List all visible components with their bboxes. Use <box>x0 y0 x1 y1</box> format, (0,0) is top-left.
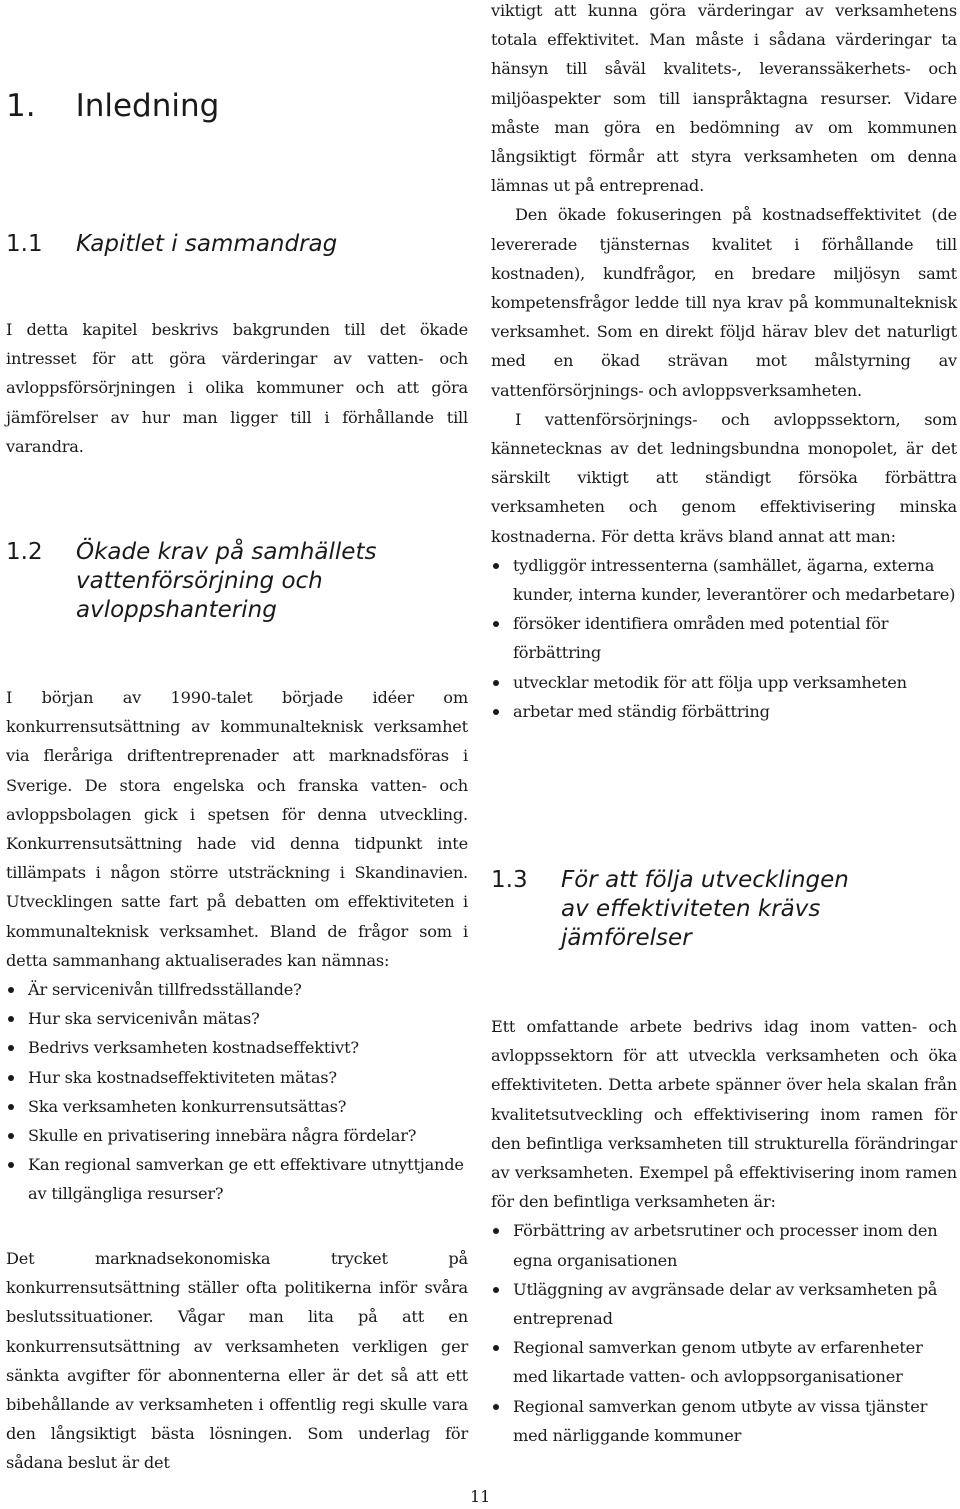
list-item: Regional samverkan genom utbyte av erfarenheter med likartade vatten- och avloppsorganisationer <box>491 1333 957 1391</box>
list-item: Förbättring av arbetsrutiner och processer inom den egna organisationen <box>491 1216 957 1274</box>
paragraph: Det marknadsekonomiska trycket på konkurrensutsättning ställer ofta politikerna inför svåra beslutssituationer. Vågar man lita på att en konkurrensutsättning av verksamheten verkligen ger sänkta avgifter för abonnenterna eller är det så att ett bibehållande av verksamheten i offentlig regi skulle vara den långsiktigt bästa lösningen. Som underlag för sådana beslut är det <box>6 1249 468 1473</box>
list-item: Kan regional samverkan ge ett effektivare utnyttjande av tillgängliga resurser? <box>6 1150 468 1208</box>
section-title-line: avloppshantering <box>76 597 277 623</box>
page-number: 11 <box>470 1487 491 1506</box>
chapter-title: Inledning <box>75 88 220 124</box>
list-item: arbetar med ständig förbättring <box>491 697 957 726</box>
section-number: 1.2 <box>6 539 43 565</box>
paragraph: Den ökade fokuseringen på kostnadseffektivitet (de levererade tjänsternas kvalitet i förhållande till kostnaden), kundfrågor, en bredare miljösyn samt kompetensfrågor ledde till nya krav på kommunalteknisk verksamhet. Som en direkt följd härav blev det naturligt med en ökad strävan mot målstyrning av vattenförsörjnings- och avloppsverksamheten. <box>491 205 957 400</box>
requirement-list <box>491 551 957 726</box>
list-item: tydliggör intressenterna (samhället, ägarna, externa kunder, interna kunder, leverantörer och medarbetare) <box>491 551 957 609</box>
example-list <box>491 1216 957 1450</box>
section-title-line: Ökade krav på samhällets <box>76 539 377 565</box>
section-1-3-heading <box>491 866 849 953</box>
list-item: Är servicenivån tillfredsställande? <box>6 975 468 1004</box>
list-item: Hur ska kostnadseffektiviteten mätas? <box>6 1063 468 1092</box>
chapter-number: 1. <box>6 88 36 124</box>
question-list <box>6 975 468 1209</box>
section-1-2-body-cont <box>6 1244 468 1478</box>
section-1-2-body <box>6 683 468 1209</box>
section-title-line: av effektiviteten krävs <box>561 896 821 922</box>
list-item: Ska verksamheten konkurrensutsättas? <box>6 1092 468 1121</box>
section-number: 1.1 <box>6 231 43 257</box>
section-title-line: jämförelser <box>561 925 692 951</box>
section-1-1-heading <box>6 230 337 259</box>
paragraph: I början av 1990-talet började idéer om konkurrensutsättning av kommunalteknisk verksamhet via fleråriga driftentreprenader att marknadsföras i Sverige. De stora engelska och franska vatten- och avloppsbolagen gick i spetsen för denna utveckling. Konkurrensutsättning hade vid denna tidpunkt inte tillämpats i någon större utsträckning i Skandinavien. Utvecklingen satte fart på debatten om effektiviteten i kommunalteknisk verksamhet. Bland de frågor som i detta sammanhang aktualiserades kan nämnas: <box>6 688 468 970</box>
section-title: Kapitlet i sammandrag <box>76 231 338 257</box>
paragraph: viktigt att kunna göra värderingar av verksamhetens totala effektivitet. Man måste i sådana värderingar ta hänsyn till såväl kvalitets-, leveranssäkerhets- och miljöaspekter som till ianspråktagna resurser. Vidare måste man göra en bedömning av om kommunen långsiktigt förmår att styra verksamheten om denna lämnas ut på entreprenad. <box>491 1 957 196</box>
section-1-1-body <box>6 315 468 461</box>
section-title-line: För att följa utvecklingen <box>561 867 849 893</box>
list-item: försöker identifiera områden med potential för förbättring <box>491 609 957 667</box>
chapter-heading <box>6 88 219 124</box>
paragraph: Ett omfattande arbete bedrivs idag inom vatten- och avloppssektorn för att utveckla verksamheten och öka effektiviteten. Detta arbete spänner över hela skalan från kvalitetsutveckling och effektivisering inom ramen för den befintliga verksamheten till strukturella förändringar av verksamheten. Exempel på effektivisering inom ramen för den befintliga verksamheten är: <box>491 1017 957 1212</box>
paragraph: I vattenförsörjnings- och avloppssektorn, som kännetecknas av det ledningsbundna monopolet, är det särskilt viktigt att ständigt försöka förbättra verksamheten och genom effektivisering minska kostnaderna. För detta krävs bland annat att man: <box>491 409 957 546</box>
list-item: Skulle en privatisering innebära några fördelar? <box>6 1121 468 1150</box>
list-item: Hur ska servicenivån mätas? <box>6 1004 468 1033</box>
paragraph: I detta kapitel beskrivs bakgrunden till det ökade intresset för att göra värderingar av vatten- och avloppsförsörjningen i olika kommuner och att göra jämförelser av hur man ligger till i förhållande till varandra. <box>6 320 468 456</box>
right-body-top <box>491 0 957 726</box>
section-title-line: vattenförsörjning och <box>76 568 323 594</box>
list-item: Utläggning av avgränsade delar av verksamheten på entreprenad <box>491 1275 957 1333</box>
section-number: 1.3 <box>491 867 528 893</box>
list-item: Regional samverkan genom utbyte av vissa tjänster med närliggande kommuner <box>491 1392 957 1450</box>
list-item: utvecklar metodik för att följa upp verksamheten <box>491 668 957 697</box>
list-item: Bedrivs verksamheten kostnadseffektivt? <box>6 1033 468 1062</box>
section-1-3-body <box>491 1012 957 1450</box>
section-1-2-heading <box>6 538 376 625</box>
